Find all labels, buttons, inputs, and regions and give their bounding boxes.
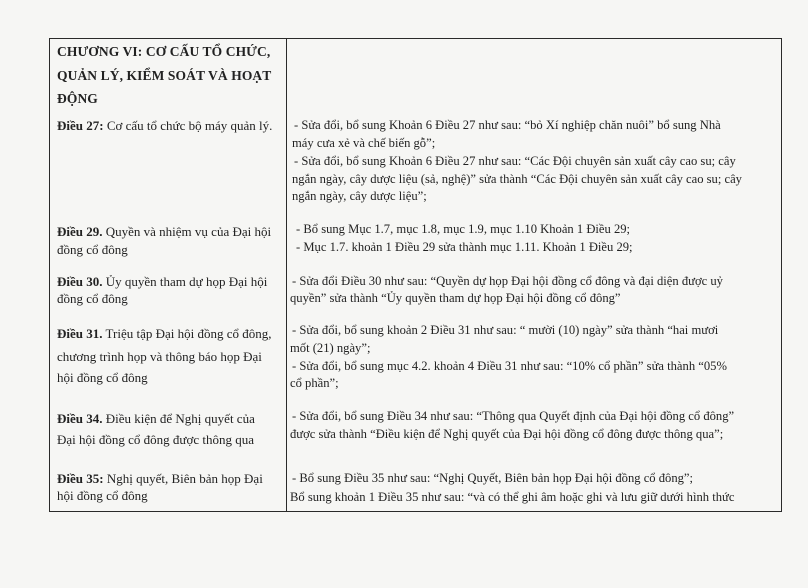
article-number: Điều 29.: [57, 224, 103, 239]
article-title: Ủy quyền tham dự họp Đại hội: [102, 274, 268, 289]
article-title: Nghị quyết, Biên bản họp Đại: [103, 471, 263, 486]
change-line: - Bổ sung Mục 1.7, mục 1.8, mục 1.9, mục 1.10 Khoản 1 Điều 29;: [296, 222, 631, 236]
change-line: - Sửa đổi, bổ sung mục 4.2. khoản 4 Điều 31 như sau: “10% cổ phần” sửa thành “05%: [292, 359, 727, 373]
change-line: - Mục 1.7. khoản 1 Điều 29 sửa thành mục 1.11. Khoản 1 Điều 29;: [296, 240, 633, 254]
change-line: Bổ sung khoản 1 Điều 35 như sau: “và có thể ghi âm hoặc ghi và lưu giữ dưới hình thức: [290, 490, 735, 504]
article-title-continued: hội đồng cổ đông: [57, 370, 148, 385]
article-title-continued: đồng cổ đông: [57, 291, 128, 306]
change-line: ngắn ngày, cây dược liệu (sả, nghệ)” sửa thành “Các Đội chuyên sản xuất cây cao su; cây: [292, 172, 742, 186]
change-line: cổ phần”;: [290, 376, 339, 390]
article-title-continued: chương trình họp và thông báo họp Đại: [57, 349, 262, 364]
row-article-title: [57, 326, 272, 341]
chapter-heading-line3: ĐỘNG: [57, 91, 98, 106]
change-line: quyền” sửa thành “Ủy quyền tham dự họp Đại hội đồng cổ đông”: [290, 291, 621, 305]
change-line: được sửa thành “Điều kiện để Nghị quyết của Đại hội đồng cổ đông được thông qua”;: [290, 427, 724, 441]
article-title-continued: Đại hội đồng cổ đông được thông qua: [57, 432, 254, 447]
change-line: - Sửa đổi, bổ sung Khoản 6 Điều 27 như sau: “bỏ Xí nghiệp chăn nuôi” bổ sung Nhà: [294, 118, 721, 132]
article-number: Điều 27:: [57, 118, 104, 133]
chapter-heading-line1: CHƯƠNG VI: CƠ CẤU TỔ CHỨC,: [57, 44, 271, 59]
article-title-continued: đồng cổ đông: [57, 242, 128, 257]
change-line: - Sửa đổi Điều 30 như sau: “Quyền dự họp Đại hội đồng cổ đông và đại diện được uỷ: [292, 274, 723, 288]
table-column-divider: [286, 38, 287, 512]
article-number: Điều 34.: [57, 411, 103, 426]
article-number: Điều 31.: [57, 326, 103, 341]
change-line: mốt (21) ngày”;: [290, 341, 371, 355]
article-number: Điều 30.: [57, 274, 103, 289]
row-article-title: [57, 224, 271, 239]
change-line: - Bổ sung Điều 35 như sau: “Nghị Quyết, Biên bản họp Đại hội đồng cổ đông”;: [292, 471, 694, 485]
row-article-title: [57, 118, 272, 133]
row-article-title: [57, 471, 263, 486]
article-title: Triệu tập Đại hội đồng cổ đông,: [102, 326, 272, 341]
change-line: ngắn ngày, cây dược liệu”;: [292, 189, 427, 203]
chapter-heading-line2: QUẢN LÝ, KIỂM SOÁT VÀ HOẠT: [57, 68, 272, 83]
row-article-title: [57, 274, 267, 289]
change-line: - Sửa đổi, bổ sung Khoản 6 Điều 27 như sau: “Các Đội chuyên sản xuất cây cao su; cây: [294, 154, 736, 168]
article-number: Điều 35:: [57, 471, 104, 486]
row-article-title: [57, 411, 255, 426]
change-line: máy cưa xẻ và chế biến gỗ”;: [292, 136, 436, 150]
article-title: Cơ cấu tổ chức bộ máy quản lý.: [103, 118, 273, 133]
change-line: - Sửa đổi, bổ sung khoản 2 Điều 31 như sau: “ mười (10) ngày” sửa thành “hai mươi: [292, 323, 719, 337]
article-title: Điều kiện để Nghị quyết của: [102, 411, 255, 426]
change-line: - Sửa đổi, bổ sung Điều 34 như sau: “Thông qua Quyết định của Đại hội đồng cổ đông”: [292, 409, 735, 423]
article-title: Quyền và nhiệm vụ của Đại hội: [102, 224, 272, 239]
article-title-continued: hội đồng cổ đông: [57, 488, 148, 503]
